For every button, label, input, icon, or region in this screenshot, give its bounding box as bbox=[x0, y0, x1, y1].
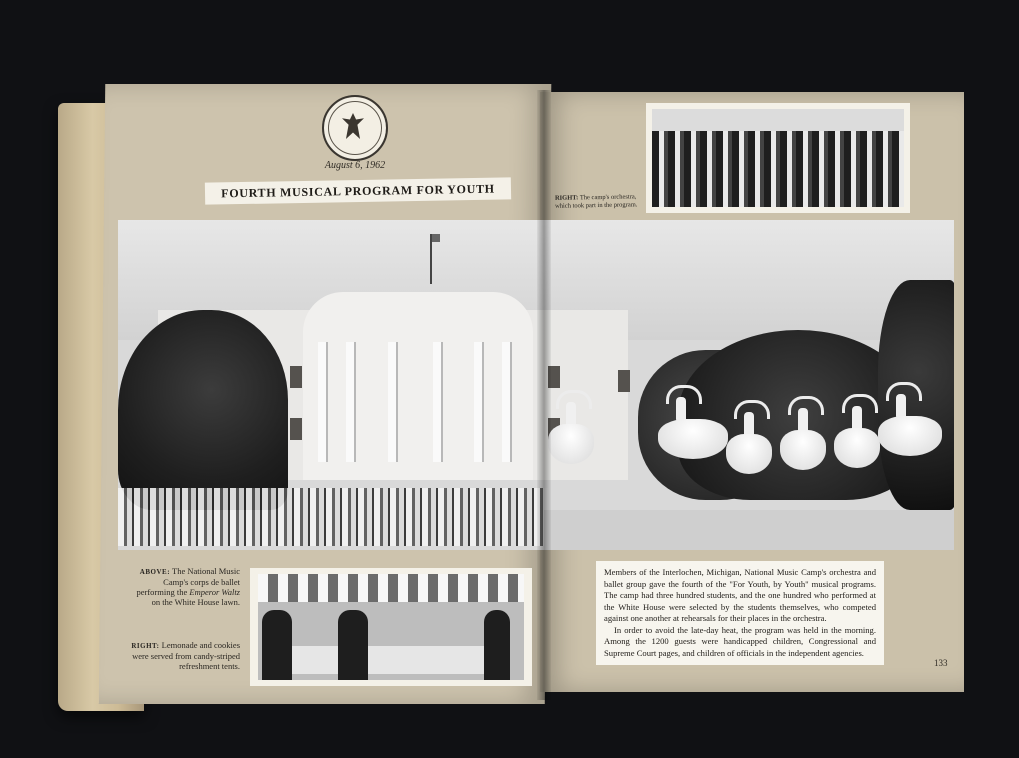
portico-column bbox=[474, 342, 482, 462]
refreshment-table bbox=[278, 646, 508, 674]
refreshment-tent-photo bbox=[258, 574, 524, 680]
white-house-ballet-photo bbox=[118, 220, 954, 550]
window bbox=[618, 370, 630, 392]
ballet-caption bbox=[130, 566, 240, 607]
orchestra-caption-text: The camp's orchestra, which took part in the program. bbox=[555, 193, 638, 210]
flag bbox=[432, 234, 440, 242]
refreshment-caption bbox=[130, 640, 240, 671]
guest-figure bbox=[484, 610, 510, 680]
portico-column bbox=[502, 342, 510, 462]
event-date: August 6, 1962 bbox=[324, 160, 386, 171]
ballet-dancer bbox=[780, 396, 826, 474]
white-house-portico bbox=[303, 292, 533, 480]
ballet-caption-italic: Emperor Waltz bbox=[189, 587, 240, 597]
ballet-caption-text-1: The National Music Camp's corps de ballet performing the bbox=[136, 566, 240, 597]
seated-audience bbox=[118, 488, 548, 546]
ballet-dancer bbox=[548, 390, 594, 468]
window bbox=[290, 366, 302, 388]
ballet-caption-text-2: on the White House lawn. bbox=[151, 597, 240, 607]
ballet-dancer bbox=[834, 394, 880, 472]
dancer-tutu bbox=[658, 419, 728, 459]
ballet-caption-label: ABOVE: bbox=[139, 568, 171, 576]
refreshment-caption-label: RIGHT: bbox=[131, 642, 160, 650]
dancer-tutu bbox=[834, 428, 880, 468]
ballet-dancer bbox=[878, 382, 942, 460]
orchestra-photo bbox=[652, 109, 904, 207]
refreshment-caption-text: Lemonade and cookies were served from candy-striped refreshment tents. bbox=[132, 640, 240, 671]
portico-column bbox=[388, 342, 396, 462]
article-paragraph-1: Members of the Interlochen, Michigan, National Music Camp's orchestra and ballet group gave the fourth of the "For Youth, by Youth" musical programs. The camp had three hundred students, and the one hundred who performed at the White House were selected by the students themselves, who competed against one another at rehearsals for their places in the orchestra. bbox=[604, 567, 876, 623]
ballet-dancer bbox=[726, 400, 772, 478]
tree-left bbox=[118, 310, 288, 510]
dancer-tutu bbox=[878, 416, 942, 456]
orchestra-caption bbox=[555, 193, 647, 211]
window bbox=[290, 418, 302, 440]
presidential-seal-icon bbox=[322, 95, 388, 161]
dancer-tutu bbox=[726, 434, 772, 474]
eagle-emblem bbox=[342, 113, 364, 139]
portico-column bbox=[433, 342, 441, 462]
article-paragraph-2: In order to avoid the late-day heat, the program was held in the morning. Among the 1200 guests were handicapped children, Congressional and Supreme Court pages, and children of officials in the independent agencies. bbox=[604, 624, 876, 658]
ballet-dancer bbox=[658, 385, 728, 463]
page-title: FOURTH MUSICAL PROGRAM FOR YOUTH bbox=[221, 181, 495, 200]
orchestra-caption-label: RIGHT: bbox=[554, 194, 579, 202]
server-figure bbox=[262, 610, 292, 680]
dancer-tutu bbox=[548, 424, 594, 464]
page-number: 133 bbox=[934, 658, 948, 668]
article-text bbox=[596, 561, 884, 665]
orchestra-photo-frame bbox=[646, 103, 910, 213]
lawn bbox=[544, 510, 954, 550]
dancer-tutu bbox=[780, 430, 826, 470]
book-gutter bbox=[537, 90, 551, 700]
portico-column bbox=[318, 342, 326, 462]
server-figure bbox=[338, 610, 368, 680]
portico-column bbox=[346, 342, 354, 462]
striped-awning bbox=[258, 574, 524, 602]
orchestra-photo-background bbox=[652, 109, 904, 131]
refreshment-photo-frame bbox=[250, 568, 532, 686]
